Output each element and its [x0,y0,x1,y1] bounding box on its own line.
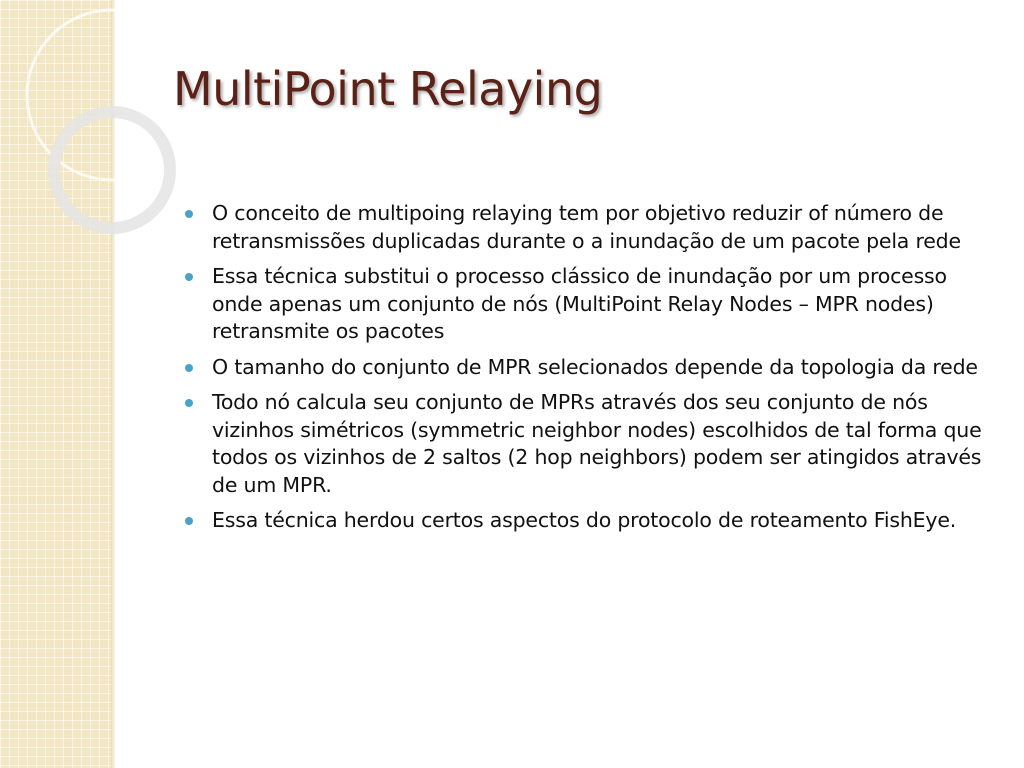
bullet-text: Essa técnica herdou certos aspectos do protocolo de roteamento FishEye. [212,508,957,532]
bullet-item [180,263,1000,346]
decorative-circles [0,0,200,260]
bullet-item [180,507,1000,535]
bullet-item [180,200,1000,255]
bullet-item [180,389,1000,499]
bullet-item [180,354,1000,382]
bullet-dot-icon [185,399,193,407]
bullet-dot-icon [185,273,193,281]
bullet-dot-icon [185,210,193,218]
slide-body [180,200,1000,543]
bullet-text: O conceito de multipoing relaying tem por objetivo reduzir of número de retransmissões duplicadas durante o a inundação de um pacote pela rede [212,201,961,253]
bullet-list [180,200,1000,535]
bullet-text: Essa técnica substitui o processo clássico de inundação por um processo onde apenas um conjunto de nós (MultiPoint Relay Nodes – MPR nodes) retransmite os pacotes [212,264,947,343]
bullet-text: Todo nó calcula seu conjunto de MPRs através dos seu conjunto de nós vizinhos simétricos (symmetric neighbor nodes) escolhidos de tal forma que todos os vizinhos de 2 saltos (2 hop neighbors) podem ser atingidos através de um MPR. [212,390,982,497]
bullet-dot-icon [185,517,193,525]
bullet-text: O tamanho do conjunto de MPR selecionados depende da topologia da rede [212,354,978,379]
slide-title: MultiPoint Relaying [173,62,603,116]
bullet-dot-icon [185,364,193,372]
